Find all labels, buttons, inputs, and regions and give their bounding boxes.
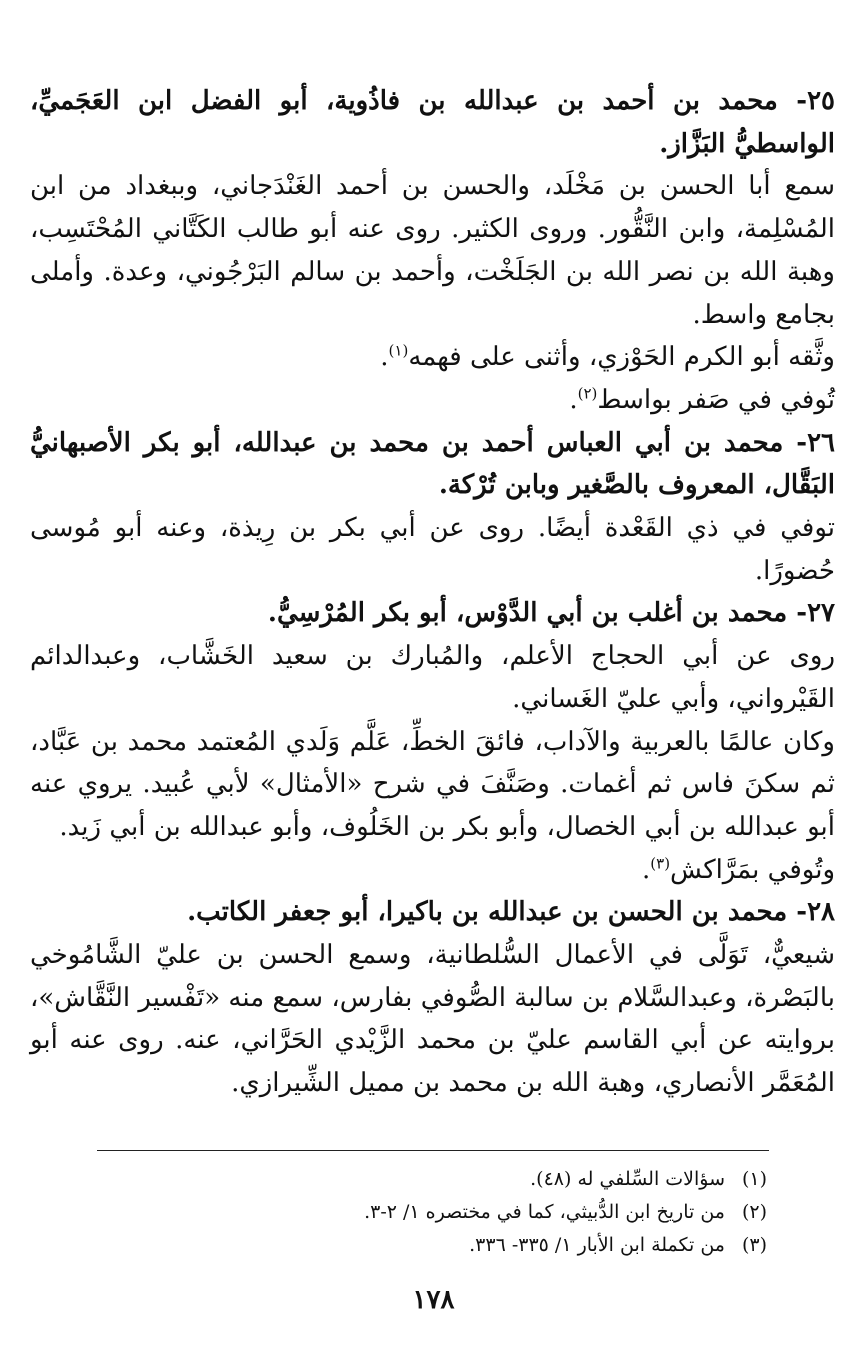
entry-body-27-a: روى عن أبي الحجاج الأعلم، والمُبارك بن سعيد الخَشَّاب، وعبدالدائم القَيْرواني، وأبي عليّ الغَساني.	[30, 641, 835, 714]
paragraph-text: وثَّقه أبو الكرم الحَوْزي، وأثنى على فهمه	[408, 342, 835, 373]
footnote-number: (١)	[741, 1168, 767, 1190]
footnote-number: (٣)	[741, 1234, 767, 1256]
paragraph-end: .	[380, 342, 389, 373]
entry-body-28: شيعيٌّ، تَوَلَّى في الأعمال السُّلطانية، وسمع الحسن بن عليّ الشَّامُوخي بالبَصْرة، وعبدالسَّلام بن سالبة الصُّوفي بفارس، سمع منه «تَفْسير النَّقَّاش»، بروايته عن أبي القاسم عليّ بن محمد الزَّيْدي الحَرَّاني، عنه. روى عنه أبو المُعَمَّر الأنصاري، وهبة الله بن محمد بن مميل الشِّيرازي.	[30, 940, 835, 1099]
paragraph-text: وتُوفي بمَرَّاكش	[670, 854, 835, 885]
main-text	[30, 80, 835, 1105]
footnote-text: من تاريخ ابن الدُّبيثي، كما في مختصره ١/ ٢-٣.	[364, 1201, 725, 1223]
footnote-text: من تكملة ابن الأبار ١/ ٣٣٥- ٣٣٦.	[469, 1234, 725, 1256]
entry-body-27-b: وكان عالمًا بالعربية والآداب، فائقَ الخطِّ، عَلَّم وَلَدي المُعتمد محمد بن عَبَّاد، ثم سكنَ فاس ثم أغمات. وصَنَّفَ في شرح «الأمثال» لأبي عُبيد. يروي عنه أبو عبدالله بن أبي الخصال، وأبو بكر بن الخَلُوف، وأبو عبدالله بن أبي زَيد.	[30, 726, 835, 842]
footnote-3	[77, 1229, 767, 1262]
entry-body-25-c	[30, 379, 835, 422]
footnote-divider	[97, 1150, 769, 1151]
footnote-ref-3[interactable]: (٣)	[650, 854, 671, 872]
paragraph-end: .	[569, 384, 578, 415]
entry-heading-26: ٢٦- محمد بن أبي العباس أحمد بن محمد بن عبدالله، أبو بكر الأصبهانيُّ البَقَّال، المعروف بالصَّغير وبابن تُرْكة.	[30, 427, 835, 501]
footnote-ref-2[interactable]: (٢)	[577, 384, 598, 403]
entry-heading-28: ٢٨- محمد بن الحسن بن عبدالله بن باكيرا، أبو جعفر الكاتب.	[187, 897, 835, 928]
entry-heading-27: ٢٧- محمد بن أغلب بن أبي الدَّوْس، أبو بكر المُرْسِيُّ.	[267, 598, 835, 629]
footnote-2	[77, 1196, 767, 1229]
entry-body-25-a: سمع أبا الحسن بن مَخْلَد، والحسن بن أحمد الغَنْدَجاني، وببغداد من ابن المُسْلِمة، وابن النَّقُّور. وروى الكثير. روى عنه أبو طالب الكَتَّاني المُحْتَسِب، وهبة الله بن نصر الله بن الجَلَخْت، وأحمد بن سالم البَرْجُوني، وعدة. وأملى بجامع واسط.	[30, 171, 835, 330]
entry-body-26: توفي في ذي القَعْدة أيضًا. روى عن أبي بكر بن رِيذة، وعنه أبو مُوسى حُضورًا.	[30, 513, 835, 586]
footnote-ref-1[interactable]: (١)	[388, 341, 409, 360]
footnotes	[77, 1163, 767, 1262]
paragraph-text: تُوفي في صَفر بواسط	[597, 384, 835, 415]
paragraph-end: .	[642, 854, 651, 885]
entry-body-25-b	[30, 336, 835, 379]
entry-heading-25: ٢٥- محمد بن أحمد بن عبدالله بن فاذُوية، أبو الفضل ابن العَجَميِّ، الواسطيُّ البَزَّاز.	[30, 86, 835, 159]
entry-body-27-c	[30, 849, 835, 892]
footnote-1	[77, 1163, 767, 1196]
footnote-text: سؤالات السِّلفي له (٤٨).	[530, 1168, 725, 1190]
footnote-number: (٢)	[741, 1201, 767, 1223]
page-number: ١٧٨	[412, 1285, 455, 1315]
